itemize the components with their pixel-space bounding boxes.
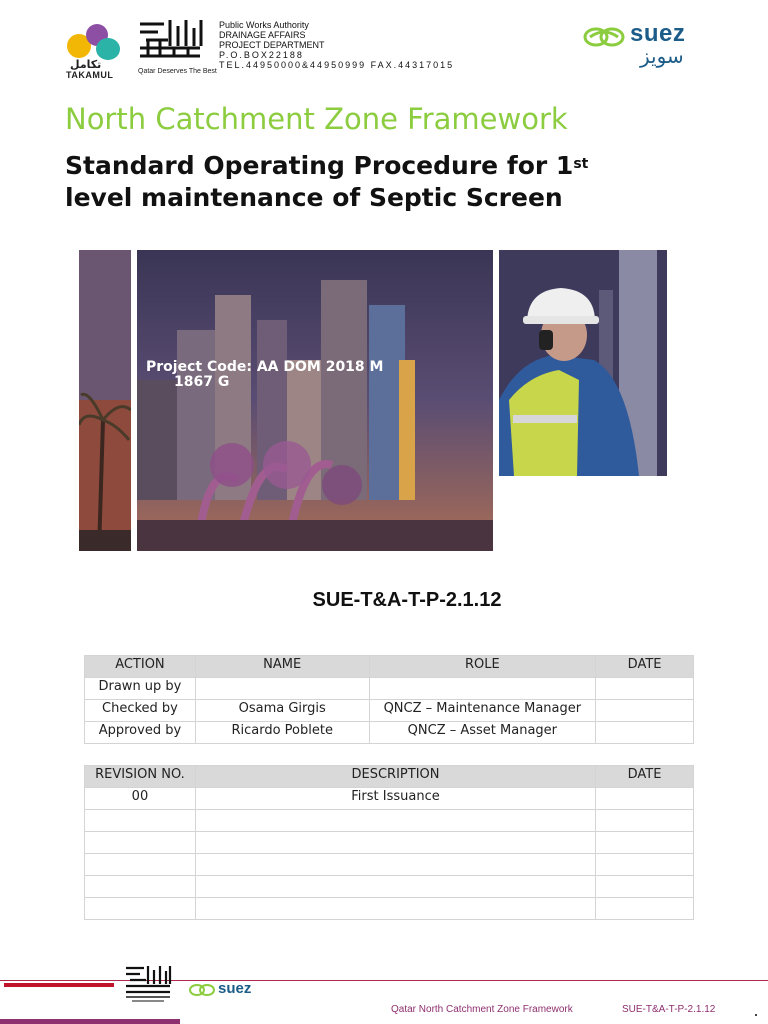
header-role: ROLE <box>369 656 596 678</box>
revision-no-cell <box>85 898 196 920</box>
revision-no-cell <box>85 854 196 876</box>
footer-framework-name: Qatar North Catchment Zone Framework <box>391 1004 573 1015</box>
sop-title-superscript: st <box>573 156 589 172</box>
takamul-logo-teal-shape <box>96 38 120 60</box>
date-cell <box>596 854 694 876</box>
table-row <box>85 788 694 810</box>
header-action: ACTION <box>85 656 196 678</box>
role-cell: QNCZ – Maintenance Manager <box>369 700 596 722</box>
description-cell <box>195 854 595 876</box>
action-cell: Drawn up by <box>85 678 196 700</box>
name-cell: Osama Girgis <box>195 700 369 722</box>
footer-suez-text: suez <box>218 980 252 997</box>
description-cell <box>195 898 595 920</box>
suez-worker-photo <box>499 250 667 476</box>
revision-no-cell <box>85 876 196 898</box>
date-cell <box>596 700 694 722</box>
revision-no-cell: 00 <box>85 788 196 810</box>
project-code-caption <box>146 360 383 390</box>
qatar-deserves-best-logo <box>138 18 217 78</box>
suez-logo <box>578 16 708 70</box>
action-cell: Checked by <box>85 700 196 722</box>
footer-red-accent <box>4 983 114 987</box>
date-cell <box>596 722 694 744</box>
footer-qatar-logo-icon <box>124 964 172 1004</box>
suez-logo-arabic-text: سويز <box>640 44 684 68</box>
suez-worker-graphic <box>499 250 667 476</box>
takamul-arabic-text: تكامل <box>70 58 102 71</box>
sop-title-part2: level maintenance of Septic Screen <box>65 183 563 212</box>
footer-document-reference: SUE-T&A-T-P-2.1.12 <box>622 1004 716 1015</box>
table-row <box>85 810 694 832</box>
doha-skyline-photo <box>137 250 493 551</box>
table-row <box>85 722 694 744</box>
palm-tree-photo <box>79 250 131 551</box>
role-cell <box>369 678 596 700</box>
authority-line-department: PROJECT DEPARTMENT <box>219 40 325 50</box>
signoff-table <box>84 655 694 744</box>
revision-no-cell <box>85 810 196 832</box>
description-cell <box>195 832 595 854</box>
description-cell <box>195 876 595 898</box>
framework-title: North Catchment Zone Framework <box>65 102 568 136</box>
table-row <box>85 678 694 700</box>
date-cell <box>596 810 694 832</box>
footer-divider <box>0 980 768 981</box>
header-name: NAME <box>195 656 369 678</box>
suez-logo-english-text: suez <box>630 20 686 47</box>
name-cell: Ricardo Poblete <box>195 722 369 744</box>
action-cell: Approved by <box>85 722 196 744</box>
revision-no-cell <box>85 832 196 854</box>
palm-tree-photo-graphic <box>79 250 131 551</box>
authority-line-tel-fax: TEL.44950000&44950999 FAX.44317015 <box>219 60 455 70</box>
date-cell <box>596 788 694 810</box>
suez-swirl-icon <box>582 22 632 52</box>
name-cell <box>195 678 369 700</box>
header-date: DATE <box>596 766 694 788</box>
takamul-english-text: TAKAMUL <box>66 70 114 80</box>
document-reference-number: SUE-T&A-T-P-2.1.12 <box>312 589 502 611</box>
authority-line-affairs: DRAINAGE AFFAIRS <box>219 30 306 40</box>
header-description: DESCRIPTION <box>195 766 595 788</box>
revision-header-row <box>85 766 694 788</box>
description-cell: First Issuance <box>195 788 595 810</box>
footer-suez-swirl-icon <box>188 980 218 1000</box>
role-cell: QNCZ – Asset Manager <box>369 722 596 744</box>
table-row <box>85 700 694 722</box>
date-cell <box>596 876 694 898</box>
date-cell <box>596 898 694 920</box>
qatar-logo-tagline: Qatar Deserves The Best <box>138 68 217 75</box>
footer-purple-bar <box>0 1019 180 1024</box>
date-cell <box>596 678 694 700</box>
revision-table <box>84 765 694 920</box>
table-row <box>85 876 694 898</box>
sop-title <box>65 150 715 214</box>
signoff-header-row <box>85 656 694 678</box>
project-code-line1: Project Code: AA DOM 2018 M <box>146 359 384 375</box>
footer-suez-logo <box>188 980 268 1002</box>
header-revision-no: REVISION NO. <box>85 766 196 788</box>
qatar-calligraphy-icon <box>138 18 204 60</box>
authority-line-name: Public Works Authority <box>219 20 309 30</box>
takamul-logo <box>64 20 126 80</box>
date-cell <box>596 832 694 854</box>
footer-dot <box>755 1014 757 1016</box>
description-cell <box>195 810 595 832</box>
project-code-line2: 1867 G <box>174 374 230 390</box>
authority-line-po-box: P.O.BOX22188 <box>219 50 304 60</box>
table-row <box>85 854 694 876</box>
table-row <box>85 898 694 920</box>
doha-skyline-graphic <box>137 250 493 551</box>
header-date: DATE <box>596 656 694 678</box>
authority-address-block <box>219 20 454 70</box>
table-row <box>85 832 694 854</box>
sop-title-part1: Standard Operating Procedure for 1 <box>65 151 574 180</box>
